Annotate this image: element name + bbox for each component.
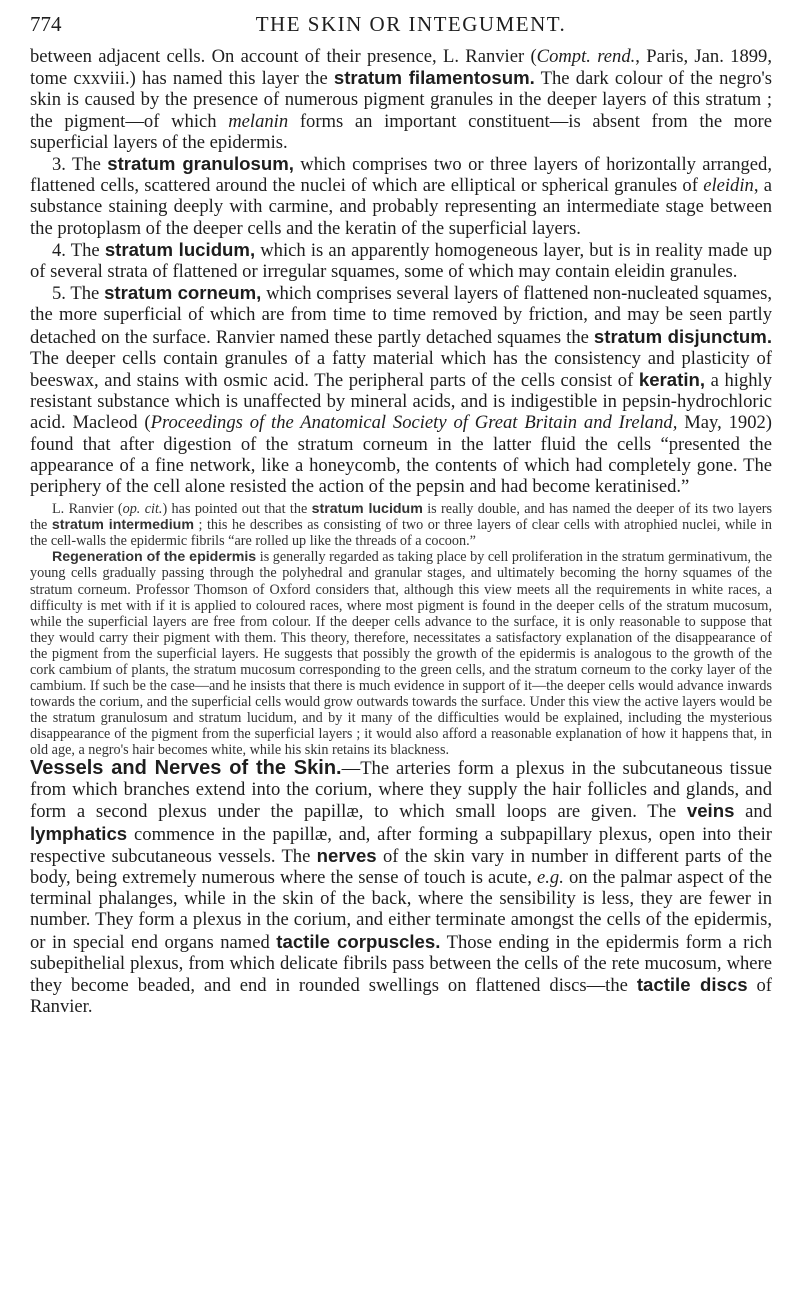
paragraph-corneum: [30, 282, 772, 497]
text-run: 5. The: [52, 283, 105, 305]
text-run: 3. The: [52, 154, 108, 176]
term-regeneration: Regeneration of the epidermis: [52, 549, 257, 566]
text-run: The deeper cells contain granules of a fatty material which has the consistency and plasticity of beeswax, and stains with osmic acid. The peripheral parts of the cells consist of: [30, 347, 772, 392]
text-run: Those ending in the epidermis form a rich subepithelial plexus, from which delicate fibrils pass between the cells of the rete mucosum, where they become beaded, and end in rounded swellings on flattened discs—the: [30, 931, 772, 997]
term-veins: veins: [686, 800, 735, 822]
note-ranvier: [30, 501, 772, 549]
text-run: , a substance staining deeply with carmine, and probably representing an intermediate stage between the protoplasm of the deeper cells and the keratin of the superficial layers.: [30, 175, 772, 239]
text-run: is generally regarded as taking place by cell proliferation in the stratum germinativum, the young cells gradually passing through the polyhedral and granular stages, and ultimately becoming the horny squames of the stratum corneum. Professor Thomson of Oxford considers that, although this view meets all the requirements in white races, a difficulty is met with if it is applied to coloured races, where most pigment is found in the deeper cells of the stratum mucosum, while the superficial layers are free from colour. If the deeper cells advance to the surface, it is only reasonable to suppose that they would carry their pigment with them. This theory, therefore, necessitates a satisfactory explanation of the disappearance of the pigment from the superficial layers. He suggests that possibly the growth of the epidermis is analogous to the growth of the cork cambium of plants, the stratum mucosum corresponding to the green cells, and the stratum corneum to the corky layer of the cambium. If such be the case—and he insists that there is much evidence in support of it—the deeper cells would advance inwards towards the corium, and the superficial cells would grow outwards towards the surface. Under this view the active layers would be the stratum granulosum and stratum lucidum, and by it many of the difficulties would be explained, including the mysterious disappearance of the pigment from the superficial layers ; it would also afford a reasonable explanation of how it happens that, in old age, a negro's hair becomes white, while his skin retains its blackness.: [30, 549, 772, 758]
term-stratum-granulosum: stratum granulosum,: [107, 153, 294, 175]
text-run: forms an important constituent—is absent from the more superficial layers of the epidermis.: [30, 110, 772, 153]
text-run: L. Ranvier (: [52, 501, 123, 518]
term-stratum-corneum: stratum corneum,: [104, 282, 262, 304]
small-print-notes: [30, 501, 772, 758]
paragraph-lucidum: [30, 239, 772, 282]
text-run: of the skin vary in number in different parts of the body, being extremely numerous where the sense of touch is acute,: [30, 845, 772, 889]
text-run: on the palmar aspect of the terminal phalanges, while in the skin of the back, where the sensibility is less, they are fewer in number. They form a plexus in the corium, and either terminate amongst the cells of the epidermis, or in special end organs named: [30, 867, 772, 953]
text-run: 4. The: [52, 239, 105, 261]
term-stratum-disjunctum: stratum disjunctum.: [593, 325, 772, 347]
text-run: , Paris, Jan. 1899, tome cxxviii.) has named this layer the: [30, 46, 772, 90]
term-stratum-lucidum: stratum lucidum,: [104, 238, 256, 260]
term-eleidin: eleidin: [703, 175, 754, 197]
abbreviation-eg: e.g.: [537, 867, 564, 889]
text-run: and: [734, 801, 772, 823]
paragraph-granulosum: [30, 153, 772, 239]
paragraph-filamentosum: [30, 46, 772, 153]
term-lymphatics: lymphatics: [30, 822, 128, 844]
paragraph-vessels-nerves: [30, 758, 772, 1017]
page-number: 774: [30, 12, 62, 36]
text-run: which comprises two or three layers of horizontally arranged, flattened cells, scattered around the nuclei of which are elliptical or spherical granules of: [30, 154, 772, 197]
section-heading: Vessels and Nerves of the Skin.: [30, 757, 342, 780]
term-tactile-corpuscles: tactile corpuscles.: [276, 930, 441, 952]
text-run: which is an apparently homogeneous layer, but is in reality made up of several strata of flattened or irregular squames, some of which may contain eleidin granules.: [30, 239, 772, 283]
citation: op. cit.: [122, 501, 163, 518]
text-run: The dark colour of the negro's skin is caused by the presence of numerous pigment granules in the deeper layers of this stratum ; the pigment—of which: [30, 68, 772, 132]
text-run: which comprises several layers of flattened non-nucleated squames, the more superficial of which are from time to time removed by friction, and may be seen partly detached on the surface. Ranvier named these partly detached squames the: [30, 283, 772, 348]
running-title: THE SKIN OR INTEGUMENT.: [255, 12, 567, 36]
text-run: between adjacent cells. On account of their presence, L. Ranvier (: [30, 46, 537, 67]
term-melanin: melanin: [228, 110, 289, 132]
text-run: commence in the papillæ, and, after forming a subpapillary plexus, open into their respective subcutaneous vessels. The: [30, 823, 772, 867]
term-nerves: nerves: [316, 844, 377, 866]
main-text: [30, 46, 772, 497]
text-run: ; this he describes as consisting of two or three layers of clear cells with atrophied nuclei, while in the cell-walls the epidermic fibrils “are rolled up like the threads of a cocoon.”: [30, 517, 772, 550]
term-stratum-intermedium: stratum intermedium: [51, 517, 194, 534]
term-stratum-filamentosum: stratum filamentosum.: [333, 67, 535, 89]
term-tactile-discs: tactile discs: [636, 974, 748, 996]
note-regeneration: [30, 549, 772, 758]
text-run: —The arteries form a plexus in the subcutaneous tissue from which branches extend into the corium, where they supply the hair follicles and glands, and form a second plexus under the papillæ, to which small loops are given. The: [30, 758, 772, 823]
citation: Proceedings of the Anatomical Society of Great Britain and Ireland,: [150, 412, 678, 434]
text-run: of Ranvier.: [30, 975, 772, 1018]
section-vessels-nerves: [30, 758, 772, 1017]
term-stratum-lucidum: stratum lucidum: [311, 501, 423, 518]
citation: Compt. rend.: [536, 46, 636, 67]
text-run: is really double, and has named the deeper of its two layers the: [30, 501, 772, 534]
page-header: [30, 12, 772, 46]
text-run: May, 1902) found that after digestion of the stratum corneum in the latter fluid the cells “presented the appearance of a fine network, like a honeycomb, the contents of which had completely gone. The periphery of the cell alone resisted the action of the pepsin and had become keratinised.”: [30, 412, 772, 498]
term-keratin: keratin,: [638, 369, 706, 391]
text-run: a highly resistant substance which is unaffected by mineral acids, and is indigestible in pepsin-hydrochloric acid. Macleod (: [30, 370, 772, 434]
text-run: ) has pointed out that the: [162, 501, 312, 518]
